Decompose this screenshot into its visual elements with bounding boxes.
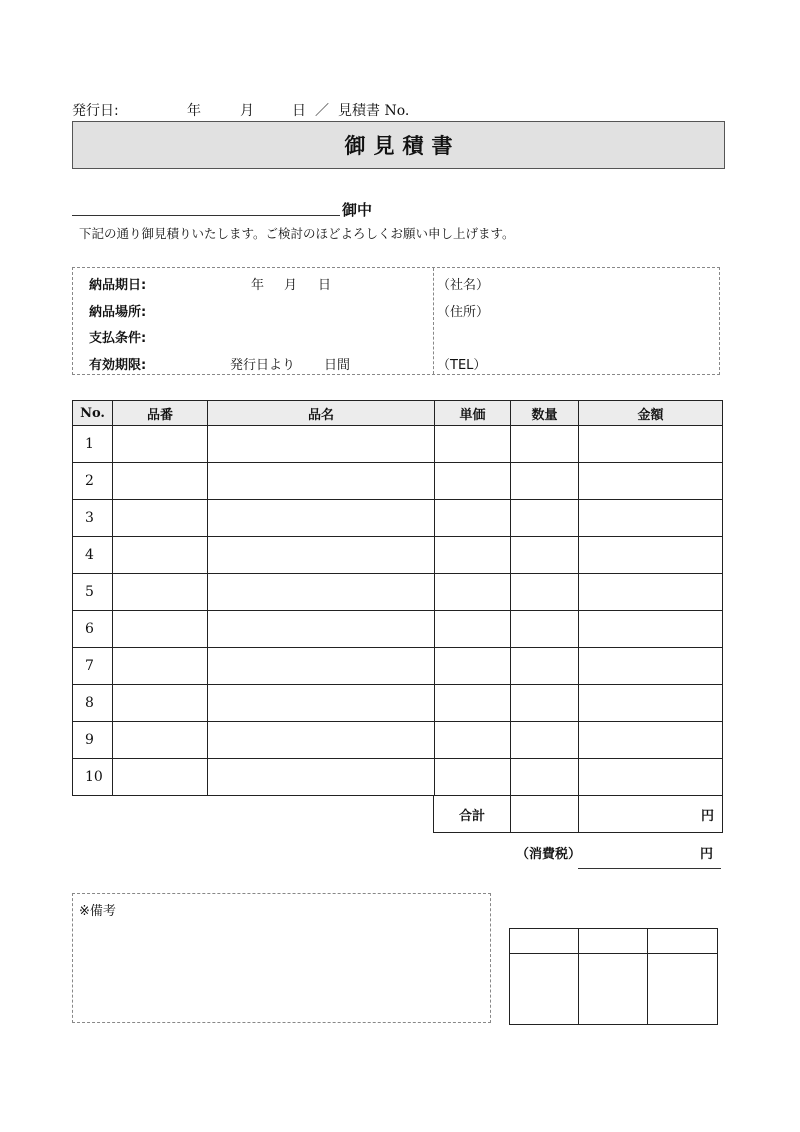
address-label: （住所） — [437, 305, 490, 320]
amount-cell[interactable] — [579, 759, 723, 796]
unit-price-cell[interactable] — [435, 537, 511, 574]
delivery-date-day: 日 — [318, 278, 332, 293]
row-number: 5 — [73, 574, 113, 611]
quantity-cell[interactable] — [511, 722, 579, 759]
item-code-cell[interactable] — [113, 537, 208, 574]
amount-cell[interactable] — [579, 500, 723, 537]
row-number: 8 — [73, 685, 113, 722]
amount-cell[interactable] — [579, 463, 723, 500]
issue-month-label: 月 — [240, 103, 254, 119]
quantity-cell[interactable] — [511, 463, 579, 500]
unit-price-cell[interactable] — [435, 685, 511, 722]
unit-price-cell[interactable] — [435, 463, 511, 500]
issue-date-label: 発行日: — [72, 103, 119, 119]
quantity-cell[interactable] — [511, 537, 579, 574]
column-header-unit-price: 単価 — [435, 401, 511, 426]
quantity-cell[interactable] — [511, 500, 579, 537]
delivery-place-label: 納品場所: — [89, 305, 147, 320]
delivery-date-label: 納品期日: — [89, 278, 147, 293]
amount-cell[interactable] — [579, 574, 723, 611]
column-header-quantity: 数量 — [511, 401, 579, 426]
quantity-cell[interactable] — [511, 611, 579, 648]
total-amount-unit[interactable]: 円 — [579, 796, 723, 833]
recipient-suffix: 御中 — [342, 201, 373, 219]
item-code-cell[interactable] — [113, 574, 208, 611]
quantity-cell[interactable] — [511, 759, 579, 796]
amount-cell[interactable] — [579, 648, 723, 685]
tel-label: （TEL） — [437, 358, 487, 373]
row-number: 9 — [73, 722, 113, 759]
items-table — [72, 400, 723, 796]
quantity-cell[interactable] — [511, 648, 579, 685]
table-row — [73, 500, 723, 537]
total-row — [433, 795, 722, 832]
amount-cell[interactable] — [579, 426, 723, 463]
remarks-label: ※備考 — [79, 904, 116, 919]
valid-period-from: 発行日より — [230, 358, 296, 373]
info-box — [72, 267, 720, 375]
unit-price-cell[interactable] — [435, 426, 511, 463]
issue-year-label: 年 — [187, 103, 201, 119]
item-code-cell[interactable] — [113, 685, 208, 722]
recipient-name-line[interactable] — [72, 215, 340, 216]
total-label: 合計 — [434, 796, 511, 833]
row-number: 2 — [73, 463, 113, 500]
item-code-cell[interactable] — [113, 611, 208, 648]
stamp-cell[interactable] — [648, 954, 718, 1025]
row-number: 4 — [73, 537, 113, 574]
delivery-date-month: 月 — [284, 278, 298, 293]
amount-cell[interactable] — [579, 685, 723, 722]
item-code-cell[interactable] — [113, 759, 208, 796]
table-row — [73, 537, 723, 574]
tax-unit: 円 — [700, 847, 714, 862]
item-name-cell[interactable] — [208, 500, 435, 537]
info-divider — [433, 268, 434, 374]
table-row — [73, 463, 723, 500]
valid-period-label: 有効期限: — [89, 358, 147, 373]
delivery-date-year: 年 — [251, 278, 265, 293]
total-quantity-cell[interactable] — [511, 796, 579, 833]
column-header-item-name: 品名 — [208, 401, 435, 426]
column-header-item-code: 品番 — [113, 401, 208, 426]
issue-day-label: 日 — [292, 103, 306, 119]
title-bar — [72, 121, 725, 169]
amount-cell[interactable] — [579, 722, 723, 759]
item-code-cell[interactable] — [113, 648, 208, 685]
item-name-cell[interactable] — [208, 537, 435, 574]
issue-separator: ／ — [315, 103, 329, 119]
stamp-grid — [509, 928, 718, 1025]
unit-price-cell[interactable] — [435, 574, 511, 611]
stamp-cell[interactable] — [510, 954, 579, 1025]
company-label: （社名） — [437, 278, 490, 293]
stamp-header-cell[interactable] — [510, 929, 579, 954]
table-row — [73, 574, 723, 611]
row-number: 3 — [73, 500, 113, 537]
item-name-cell[interactable] — [208, 574, 435, 611]
row-number: 6 — [73, 611, 113, 648]
column-header-no: No. — [73, 401, 113, 426]
stamp-header-cell[interactable] — [648, 929, 718, 954]
table-row — [73, 426, 723, 463]
payment-terms-label: 支払条件: — [89, 331, 147, 346]
item-code-cell[interactable] — [113, 463, 208, 500]
tax-amount-line[interactable] — [578, 868, 721, 869]
column-header-amount: 金額 — [579, 401, 723, 426]
stamp-header-cell[interactable] — [579, 929, 648, 954]
item-name-cell[interactable] — [208, 685, 435, 722]
table-row — [73, 611, 723, 648]
item-name-cell[interactable] — [208, 722, 435, 759]
table-row — [73, 685, 723, 722]
table-row — [73, 648, 723, 685]
unit-price-cell[interactable] — [435, 648, 511, 685]
item-name-cell[interactable] — [208, 648, 435, 685]
item-name-cell[interactable] — [208, 611, 435, 648]
row-number: 1 — [73, 426, 113, 463]
quantity-cell[interactable] — [511, 574, 579, 611]
item-name-cell[interactable] — [208, 759, 435, 796]
table-row — [73, 759, 723, 796]
quantity-cell[interactable] — [511, 685, 579, 722]
item-name-cell[interactable] — [208, 463, 435, 500]
unit-price-cell[interactable] — [435, 611, 511, 648]
row-number: 7 — [73, 648, 113, 685]
page-title: 御見積書 — [344, 134, 461, 158]
stamp-cell[interactable] — [579, 954, 648, 1025]
row-number: 10 — [73, 759, 113, 796]
intro-text: 下記の通り御見積りいたします。ご検討のほどよろしくお願い申し上げます。 — [79, 226, 515, 241]
unit-price-cell[interactable] — [435, 759, 511, 796]
amount-cell[interactable] — [579, 611, 723, 648]
valid-period-days: 日間 — [324, 358, 351, 373]
amount-cell[interactable] — [579, 537, 723, 574]
item-code-cell[interactable] — [113, 722, 208, 759]
item-code-cell[interactable] — [113, 426, 208, 463]
remarks-box[interactable] — [72, 893, 491, 1023]
item-name-cell[interactable] — [208, 426, 435, 463]
quantity-cell[interactable] — [511, 426, 579, 463]
unit-price-cell[interactable] — [435, 500, 511, 537]
tax-label: （消費税） — [516, 847, 582, 862]
table-row — [73, 722, 723, 759]
item-code-cell[interactable] — [113, 500, 208, 537]
items-header-row — [73, 401, 723, 426]
unit-price-cell[interactable] — [435, 722, 511, 759]
quote-no-label: 見積書 No. — [338, 103, 410, 119]
